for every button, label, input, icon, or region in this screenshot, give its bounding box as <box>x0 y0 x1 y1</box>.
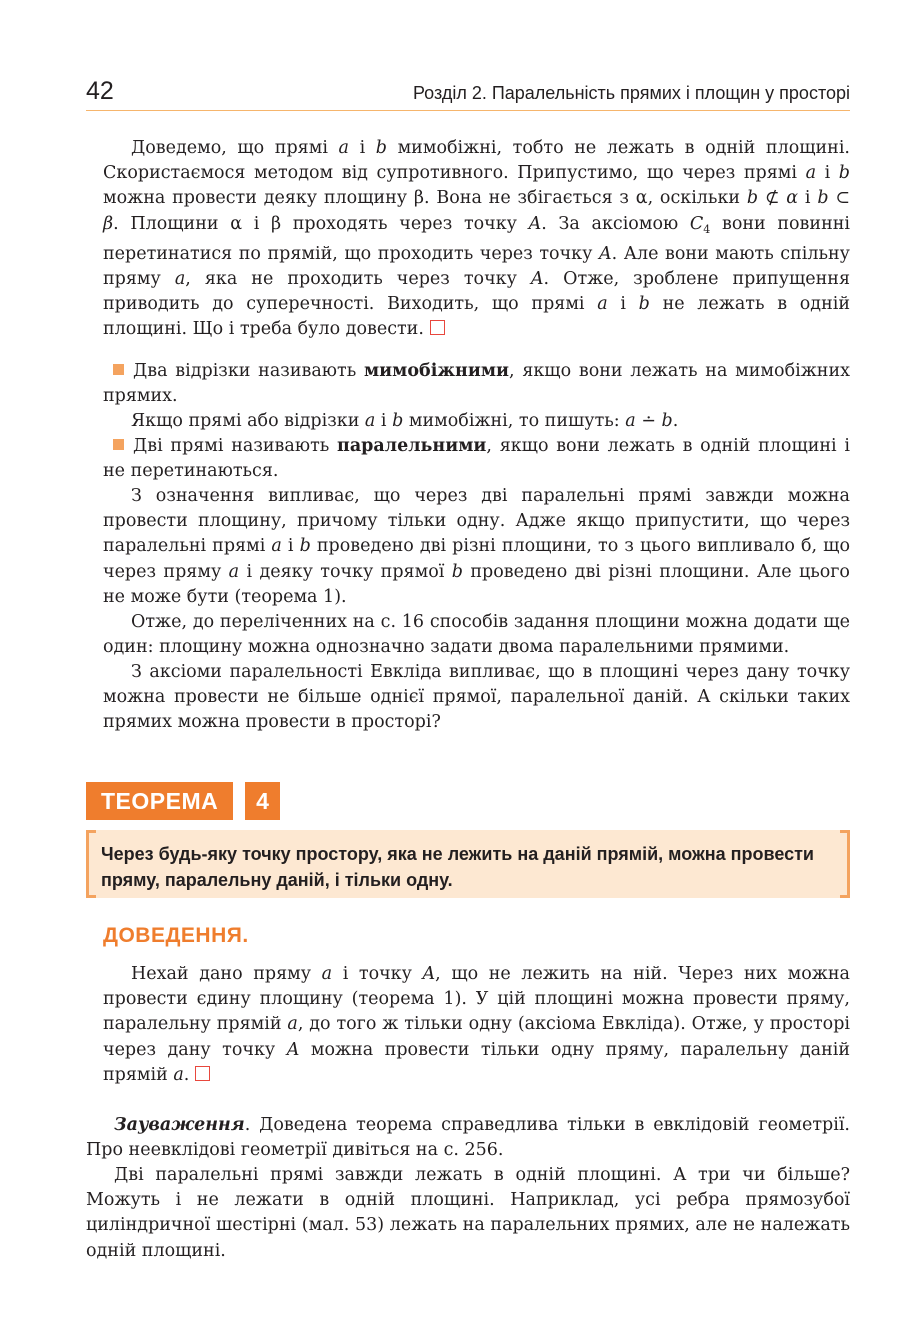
skew-notation-paragraph: Якщо прямі або відрізки a і b мимобіжні, то пишуть: a ∸ b. <box>131 411 679 431</box>
theorem-bracket <box>86 895 96 898</box>
parallel-plane-paragraph: З означення випливає, що через дві паралельні прямі завжди можна провести площину, причому тільки одну. Адже якщо припустити, що через паралельні прямі a і b проведено дві різні площини, то з цього випливало б, що через пряму a і деяку точку прямої b проведено дві різні площини. Але цього не може бути (теорема 1). <box>103 486 850 607</box>
closing-paragraph: Дві паралельні прямі завжди лежать в одній площині. А три чи більше? Можуть і не лежати в одній площині. Наприклад, усі ребра прямозубої циліндричної шестірні (мал. 53) лежать на паралельних прямих, але не належать одній площині. <box>86 1165 850 1261</box>
theorem-bracket <box>840 895 850 898</box>
section-title: Розділ 2. Паралельність прямих і площин у просторі <box>412 83 850 103</box>
proof-paragraph: Доведемо, що прямі a і b мимобіжні, тобто не лежать в одній площині. Скористаємося методом від супротивного. Припустимо, що через прямі a і b можна провести деяку площину β. Вона не збігається з α, оскільки b ⊄ α і b ⊂ β. Площини α і β проходять через точку A. За аксіомою $C_4$ вони повинні перетинатися по прямій, що проходить через точку A. Але вони мають спільну пряму a, яка не проходить через точку A. Отже, зроблене припущення приводить до суперечності. Виходить, що прямі a і b не лежать в одній площині. Що і треба було довести. <box>103 138 850 340</box>
proof-text: Нехай дано пряму a і точку A, що не лежить на ній. Через них можна провести єдину площину (теорема 1). У цій площині можна провести пряму, паралельну прямій a, до того ж тільки одну (аксіома Евкліда). Отже, у просторі через дану точку A можна провести тільки одну пряму, паралельну даній прямій a. <box>103 964 851 1085</box>
theorem-statement: Через будь-яку точку простору, яка не лежить на даній прямій, можна провести пряму, паралельну даній, і тільки одну. <box>101 844 814 890</box>
remark-label: Зауваження <box>114 1115 245 1135</box>
remark-paragraph: Зауваження. Доведена теорема справедлива тільки в евклідовій геометрії. Про неевклідові геометрії дивіться на с. 256. <box>86 1115 850 1161</box>
orange-square-bullet-icon <box>113 364 124 375</box>
definition-skew-segments: Два відрізки називають мимобіжними, якщо вони лежать на мимобіжних прямих. <box>103 361 850 407</box>
proof-heading: ДОВЕДЕННЯ. <box>103 924 249 947</box>
euclid-axiom-paragraph: З аксіоми паралельності Евкліда випливає, що в площині через дану точку можна провести не більше однієї прямої, паралельної даній. А скільки таких прямих можна провести в просторі? <box>103 662 850 733</box>
orange-square-bullet-icon <box>113 439 124 450</box>
header-rule <box>86 110 850 111</box>
qed-square-icon <box>430 320 445 335</box>
theorem-number: 4 <box>245 782 280 820</box>
qed-square-icon <box>195 1066 210 1081</box>
theorem-label: ТЕОРЕМА <box>86 782 233 820</box>
definition-parallel-lines: Дві прямі називають паралельними, якщо вони лежать в одній площині і не перетинаються. <box>103 436 850 482</box>
plane-definition-paragraph: Отже, до переліченних на с. 16 способів задання площини можна додати ще один: площину можна однозначно задати двома паралельними прямими. <box>103 612 850 658</box>
theorem-bracket <box>840 830 850 833</box>
theorem-bracket <box>86 830 96 833</box>
page-number: 42 <box>86 77 114 105</box>
